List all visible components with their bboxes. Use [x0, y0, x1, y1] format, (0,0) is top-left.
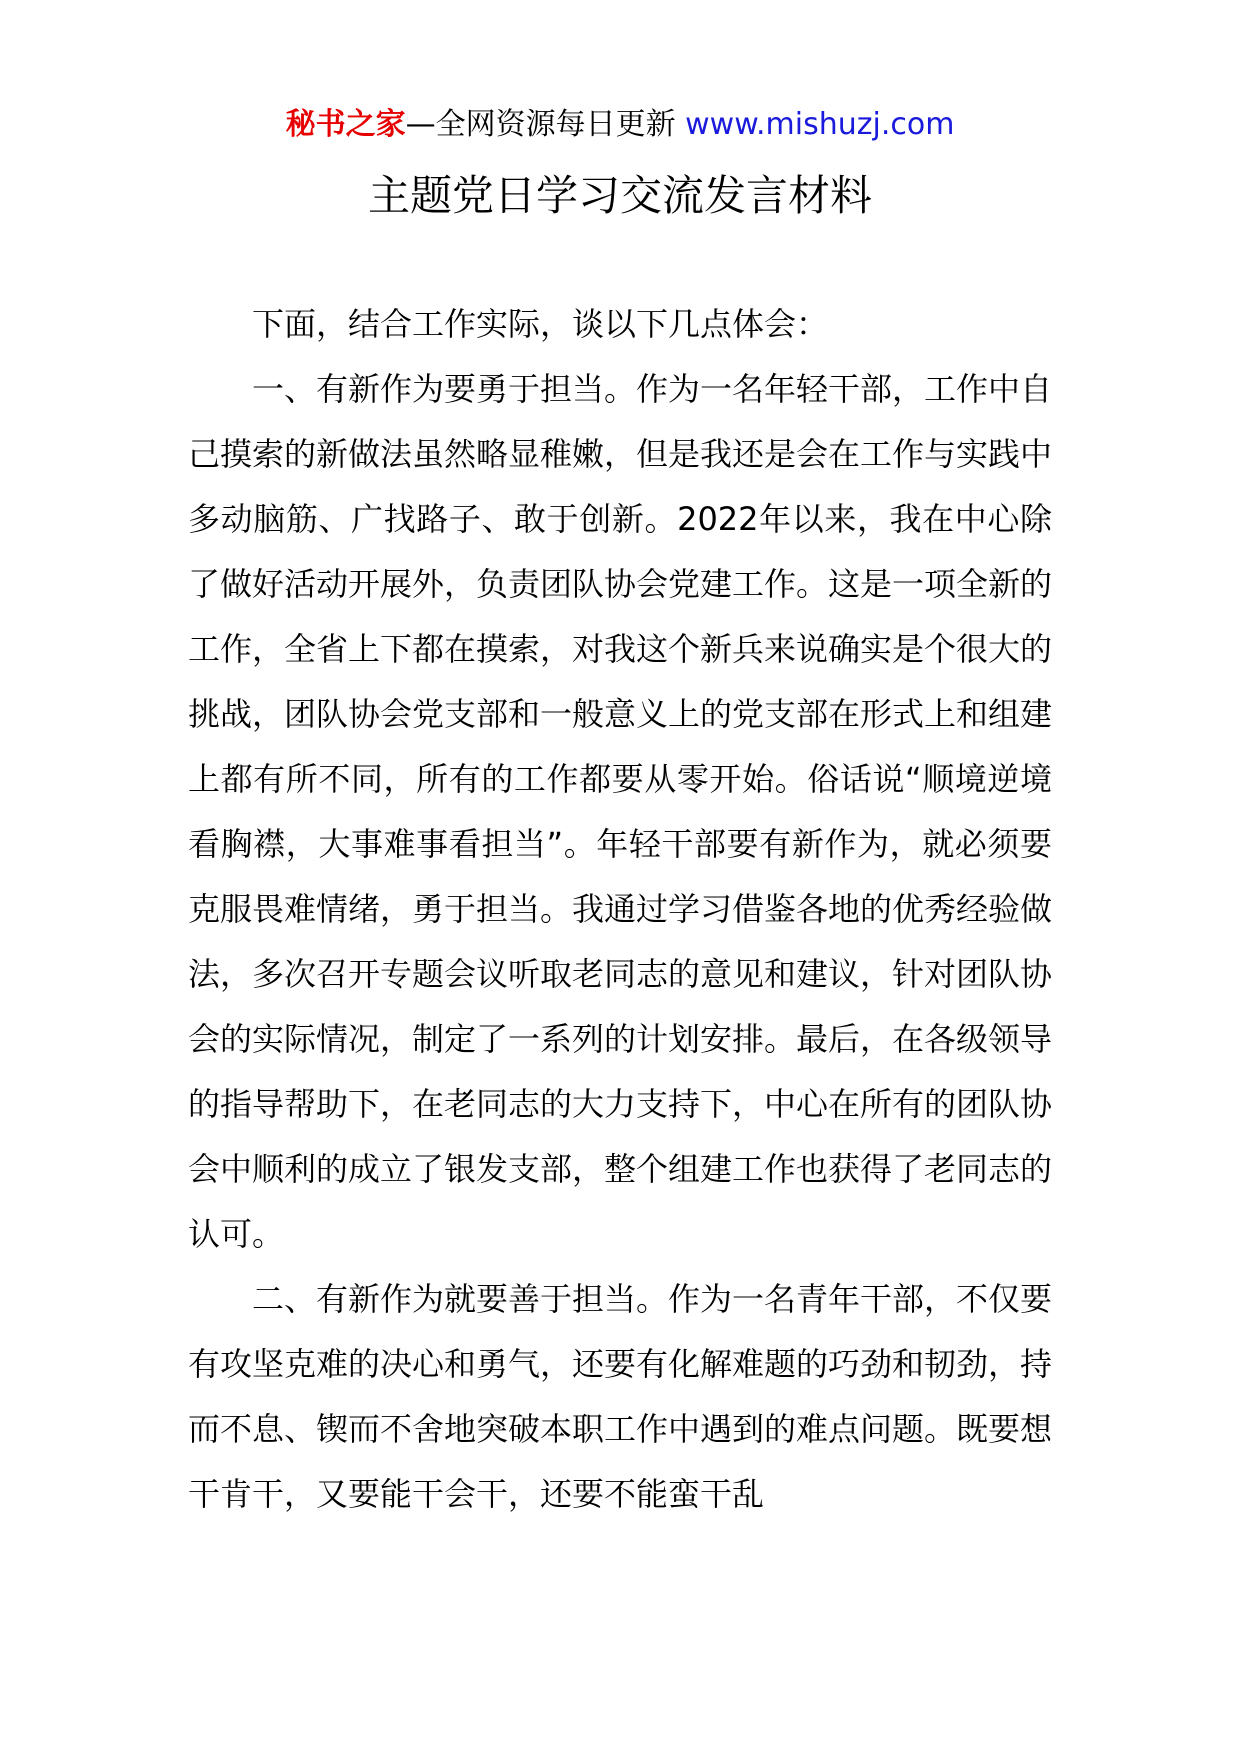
paragraph-point-two: 二、有新作为就要善于担当。作为一名青年干部，不仅要有攻坚克难的决心和勇气，还要有化解难题的巧劲和韧劲，持而不息、锲而不舍地突破本职工作中遇到的难点问题。既要想干肯干，又要能干会干，还要不能蛮干乱 [188, 1280, 1053, 1513]
document-body [188, 292, 1052, 1527]
document-title: 主题党日学习交流发言材料 [367, 171, 872, 220]
watermark-header [0, 98, 1240, 152]
brand-name: 秘书之家 [285, 107, 406, 142]
site-url[interactable]: www.mishuzj.com [685, 107, 955, 142]
tagline: —全网资源每日更新 [405, 107, 676, 142]
paragraph-intro: 下面，结合工作实际，谈以下几点体会： [252, 305, 829, 343]
paragraph-point-one: 一、有新作为要勇于担当。作为一名年轻干部，工作中自己摸索的新做法虽然略显稚嫩，但是我还是会在工作与实践中多动脑筋、广找路子、敢于创新。2022年以来，我在中心除了做好活动开展外，负责团队协会党建工作。这是一项全新的工作，全省上下都在摸索，对我这个新兵来说确实是个很大的挑战，团队协会党支部和一般意义上的党支部在形式上和组建上都有所不同，所有的工作都要从零开始。俗话说“顺境逆境看胸襟，大事难事看担当”。年轻干部要有新作为，就必须要克服畏难情绪，勇于担当。我通过学习借鉴各地的优秀经验做法，多次召开专题会议听取老同志的意见和建议，针对团队协会的实际情况，制定了一系列的计划安排。最后，在各级领导的指导帮助下，在老同志的大力支持下，中心在所有的团队协会中顺利的成立了银发支部，整个组建工作也获得了老同志的认可。 [188, 370, 1053, 1253]
